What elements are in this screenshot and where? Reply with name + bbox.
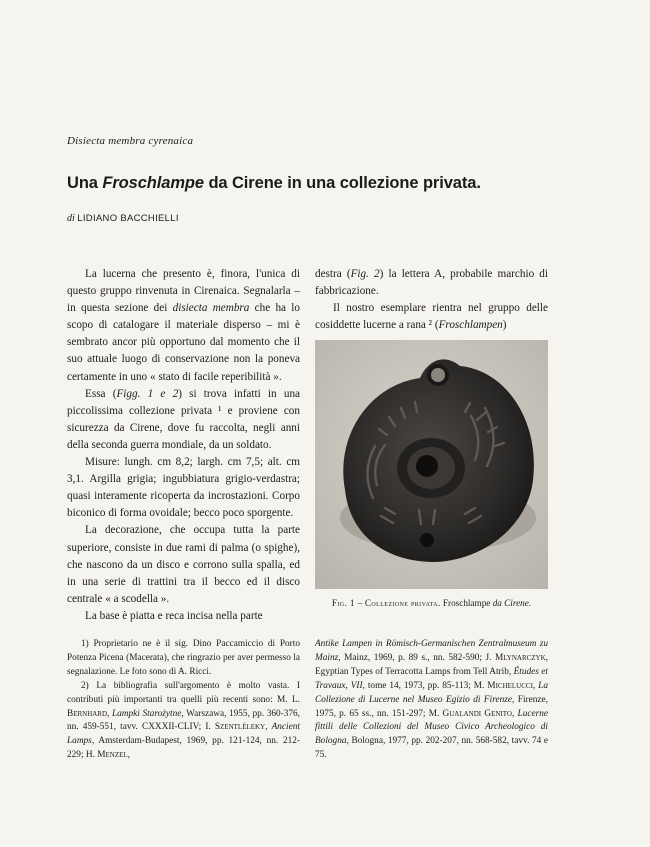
text-run: , tome 14, 1973, pp. 85-113; M. [362,680,488,691]
text-run-italic: Antike Lampen in Römisch-Germanischen Zentralmuseum zu Mainz [315,639,548,663]
caption-number: Fig. 1 – [331,598,363,608]
paragraph [67,266,300,386]
text-run: , Warszawa, 1955, pp. 360-376, nn. 459-551, tavv. CXXXII-CLIV; I. [67,708,301,733]
article-title [67,174,481,193]
paragraph [67,386,300,454]
footnote-2: 2) La bibliografia sull'argomento è molto vasta. I contributi più importanti tra quelli più recenti sono: M. L. Bernhard, Lampki Starożytne, Warszawa, 1955, pp. 360-376, nn. 459-551, tavv. CXXXII-CLIV; I. Szentléleky, Ancient Lamps, Amsterdam-Budapest, 1969, pp. 121-124, nn. 212-229; H. Menzel, [67,680,301,761]
author-smallcaps: Szentléleky [214,722,266,733]
text-run: ) la lettera A, probabile marchio di fabbricazione. [315,268,548,298]
paragraph: La decorazione, che occupa tutta la parte superiore, consiste in due rami di palma (o spighe), che nascono da un disco e corrono sulla spalla, ed in una serie di trattini tra il becco ed il disco centrale « a scodella ». [67,524,300,605]
text-run-italic: Lampki Starożytne [111,708,182,719]
text-run-italic: Froschlampen [438,319,503,332]
paragraph: La base è piatta e reca incisa nella parte [85,609,263,622]
text-run: Essa ( [85,387,117,400]
footnote-1: 1) Proprietario ne è il sig. Dino Paccamiccio di Porto Potenza Picena (Macerata), che ringrazio per aver permesso la segnalazione. Le foto sono di A. Ricci. [67,639,300,677]
title-italic: Froschlampe [102,174,204,192]
text-run: ) [502,319,507,332]
text-run: , Egyptian Types of Terracotta Lamps from Tell Atrib, [315,652,548,677]
title-suffix: da Cirene in una collezione privata. [203,174,481,192]
paragraph [315,266,548,300]
text-run-italic: Fig. 2 [350,268,380,280]
text-run: La lucerna che presento è, finora, l'unica di questo gruppo rinvenuta in Cirenaica. Segnalarla – in questa sezione dei [67,268,300,315]
figure-caption [315,597,548,610]
text-run: 2) La bibliografia sull'argomento è molto vasta. I contributi più importanti tra quelli più recenti sono: M. L. [67,680,300,705]
paragraph [315,300,548,334]
body-column-left [67,266,300,625]
text-run: ) si trova infatti in una piccolissima collezione privata ¹ e proviene con sicurezza da Cirene, dove fu raccolta, negli anni della seconda guerra mondiale, da un soldato. [67,387,301,451]
text-run-italic: disiecta membra [172,302,250,315]
caption-collection: Collezione privata. [364,598,441,608]
author-name: LIDIANO BACCHIELLI [77,213,179,224]
text-run: Il nostro esemplare rientra nel gruppo delle cosiddette lucerne a rana ² ( [315,302,548,332]
title-prefix: Una [67,174,103,192]
text-run-italic: Lucerne fittili delle Collezioni del Museo Civico Archeologico di Bologna [315,708,548,747]
text-run: , Mainz, 1969, p. 89 s., nn. 582-590; J. [338,652,495,663]
body-column-right [315,266,548,334]
text-run: destra ( [315,268,351,280]
text-run-italic: Ancient Lamps [67,722,300,747]
author-smallcaps: Bernhard [67,708,108,719]
footnotes-left [67,638,300,763]
text-run-italic: Études et Travaux, VII [315,666,548,691]
text-run-italic: La Collezione di Lucerne nel Museo Egizio di Firenze [315,680,548,705]
lamp-photograph [315,340,548,589]
footnotes-right [315,638,548,763]
author-smallcaps: Menzel [97,750,128,761]
caption-italic: da Cirene. [492,598,532,608]
series-heading: Disiecta membra cyrenaica [67,135,194,147]
author-line [67,213,179,224]
author-smallcaps: Gualandi Genito [442,708,512,719]
author-prefix: di [67,213,75,224]
text-run: , Bologna, 1977, pp. 202-207, nn. 568-582, tavv. 74 e 75. [315,736,548,761]
footnote-2-continued: Antike Lampen in Römisch-Germanischen Zentralmuseum zu Mainz, Mainz, 1969, p. 89 s., nn. 582-590; J. Mlynarczyk, Egyptian Types of Terracotta Lamps from Tell Atrib, Études et Travaux, VII, tome 14, 1973, pp. 85-113; M. Michelucci, La Collezione di Lucerne nel Museo Egizio di Firenze, Firenze, 1975, p. 65 ss., nn. 151-297; M. Gualandi Genito, Lucerne fittili delle Collezioni del Museo Civico Archeologico di Bologna, Bologna, 1977, pp. 202-207, nn. 568-582, tavv. 74 e 75. [315,639,549,761]
text-run-italic: Figg. 1 e 2 [116,387,179,400]
text-run: , Amsterdam-Budapest, 1969, pp. 121-124, nn. 212-229; H. [67,736,300,761]
paragraph: Misure: lungh. cm 8,2; largh. cm 7,5; alt. cm 3,1. Argilla grigia; ingubbiatura grigio-verdastra; quasi interamente ricoperta da incrostazioni. Corpo biconico di forma ovoidale; becco poco sporgente. [67,456,300,520]
caption-text: Froschlampe [440,598,493,608]
author-smallcaps: Michelucci [487,680,533,691]
text-run: che ha lo scopo di catalogare il materiale disperso – mi è sembrato ancor più opportuno dal momento che il suo attuale luogo di conservazione non la poneva certamente in uno « stato di facile reperibilità ». [67,302,300,383]
author-smallcaps: Mlynarczyk [494,652,546,663]
text-run: , Firenze, 1975, p. 65 ss., nn. 151-297; M. [315,694,549,719]
froschlampe-image [315,340,548,589]
